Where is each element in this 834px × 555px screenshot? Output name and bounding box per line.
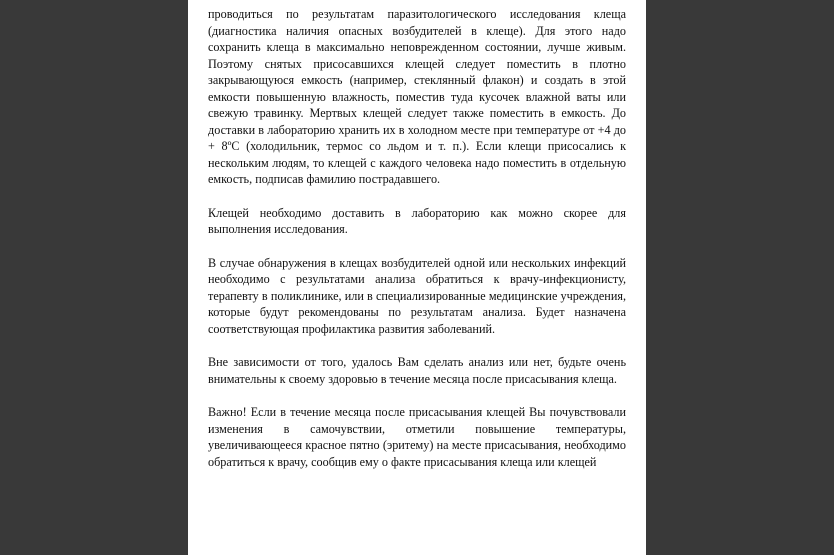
paragraph-tick-storage: проводиться по результатам паразитологического исследования клеща (диагностика наличия опасных возбудителей в клеще). Для этого надо сохранить клеща в максимально неповрежденном состоянии, лучше живым. Поэтому снятых присосавшихся клещей следует поместить в плотно закрывающуюся емкость (например, стеклянный флакон) и создать в этой емкости повышенную влажность, поместив туда кусочек влажной ваты или свежую травинку. Мертвых клещей следует также поместить в емкость. До доставки в лабораторию хранить их в холодном месте при температуре от +4 до + 8ºС (холодильник, термос со льдом и т. п.). Если клещи присосались к нескольким людям, то клещей с каждого человека надо поместить в отдельную емкость, подписав фамилию пострадавшего. [208, 7, 626, 186]
paragraph-infection-found: В случае обнаружения в клещах возбудителей одной или нескольких инфекций необходимо с результатами анализа обратиться к врачу-инфекционисту, терапевту в поликлинике, или в специализированные медицинские учреждения, которые будут рекомендованы по результатам анализа. Будет назначена соответствующая профилактика развития заболеваний. [208, 255, 626, 336]
document-page [188, 0, 646, 555]
paragraph-health-attention: Вне зависимости от того, удалось Вам сделать анализ или нет, будьте очень внимательны к своему здоровью в течение месяца после присасывания клеща. [208, 355, 626, 386]
paragraph-delivery: Клещей необходимо доставить в лабораторию как можно скорее для выполнения исследования. [208, 205, 626, 236]
paragraph-important: Важно! Если в течение месяца после присасывания клещей Вы почувствовали изменения в самочувствии, отметили повышение температуры, увеличивающееся красное пятно (эритему) на месте присасывания, необходимо обратиться к врачу, сообщив ему о факте присасывания клеща или клещей [208, 405, 626, 469]
